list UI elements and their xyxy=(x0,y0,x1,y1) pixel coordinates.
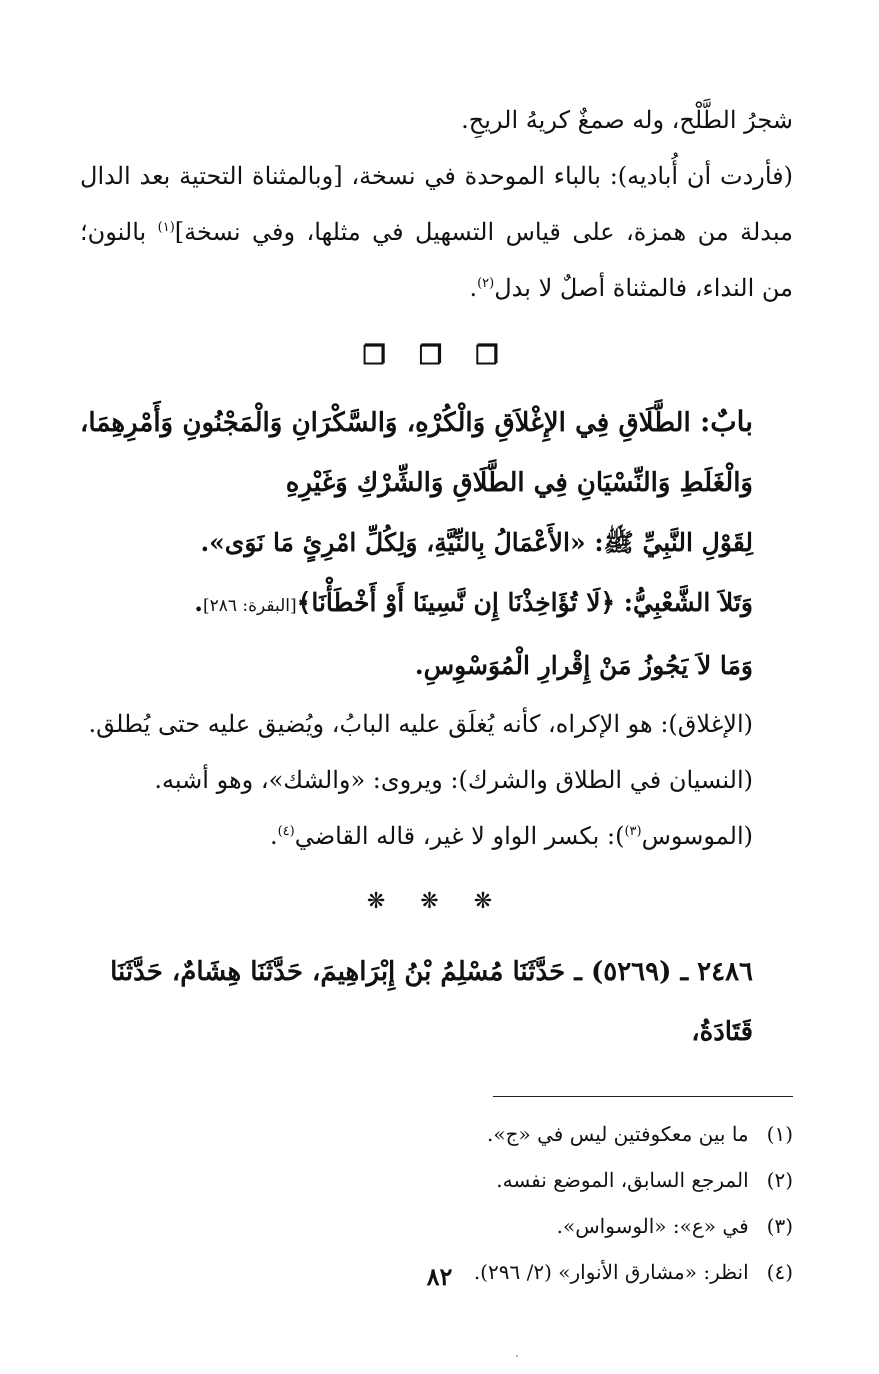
chapter-title: الطَّلَاقِ فِي الإِغْلاَقِ وَالْكُرْهِ، وَالسَّكْرَانِ وَالْمَجْنُونِ وَأَمْرِهِمَا، وَالْغَلَطِ وَالنِّسْيَانِ فِي الطَّلَاقِ وَالشِّرْكِ وَغَيْرِهِ xyxy=(80,408,753,498)
intro-paragraph-end: . xyxy=(469,274,478,302)
page-body xyxy=(80,92,793,1374)
footnote-text: انظر: «مشارق الأنوار» (٢/ ٢٩٦). xyxy=(473,1260,749,1284)
quran-line-end: . xyxy=(194,588,203,617)
commentary-muwaswis-prefix: (الموسوس xyxy=(641,822,753,850)
intro-paragraph-text: (فأردت أن أُباديه): بالباء الموحدة في نسخة، [وبالمثناة التحتية بعد الدال مبدلة من همزة، على قياس التسهيل في مثلها، وفي نسخة] xyxy=(80,162,794,246)
scan-speck xyxy=(516,1355,518,1357)
hadith-line xyxy=(80,942,793,1062)
quran-line-text: وَتَلاَ الشَّعْبِيُّ: ﴿لَا تُؤَاخِذْنَا إِن نَّسِينَا أَوْ أَخْطَأْنَا﴾ xyxy=(296,588,753,617)
footnote-text: المرجع السابق، الموضع نفسه. xyxy=(496,1168,749,1192)
footnote-number: (٢) xyxy=(766,1168,793,1192)
footnote-item xyxy=(80,1157,793,1203)
commentary-ighlaq xyxy=(80,696,793,752)
chapter-last-line xyxy=(80,636,793,696)
prophet-saying-line xyxy=(80,513,793,573)
intro-paragraph-tail: بالنون؛ من النداء، فالمثناة أصلٌ لا بدل xyxy=(80,218,793,302)
commentary-muwaswis-end: . xyxy=(269,822,278,850)
commentary-nisyan-text: (النسيان في الطلاق والشرك): ويروى: «والشك»، وهو أشبه. xyxy=(154,766,753,794)
footnote-item xyxy=(80,1203,793,1249)
commentary-ighlaq-text: (الإغلاق): هو الإكراه، كأنه يُغلَق عليه البابُ، ويُضيق عليه حتى يُطلق. xyxy=(88,710,753,738)
intro-paragraph xyxy=(80,148,793,316)
commentary-muwaswis-mid: ): بكسر الواو لا غير، قاله القاضي xyxy=(294,822,625,850)
footnote-number: (٤) xyxy=(766,1260,793,1284)
footnote-divider-wrap xyxy=(80,1062,793,1111)
chapter-label: بابٌ: xyxy=(699,405,753,438)
commentary-muwaswis xyxy=(80,808,793,864)
footnote-text: في «ع»: «الوسواس». xyxy=(556,1214,749,1238)
footnote-ref-2: (٢) xyxy=(477,276,495,291)
footnote-ref-3: (٣) xyxy=(624,824,642,839)
footnote-item xyxy=(80,1111,793,1157)
section-separator-stars: ❋ ❋ ❋ xyxy=(366,889,507,914)
section-separator-squares: ❐ ❐ ❐ xyxy=(362,341,511,371)
footnote-ref-4: (٤) xyxy=(277,824,295,839)
chapter-last-line-text: وَمَا لاَ يَجُوزُ مَنْ إِقْرارِ الْمُوَسْوِسِ. xyxy=(414,651,753,680)
prophet-saying-text: لِقَوْلِ النَّبِيِّ ﷺ: «الأَعْمَالُ بِالنِّيَّةِ، وَلِكُلِّ امْرِئٍ مَا نَوَى». xyxy=(200,528,753,557)
footnote-number: (٣) xyxy=(766,1214,793,1238)
footnote-divider xyxy=(493,1096,793,1097)
footnote-text: ما بين معكوفتين ليس في «ج». xyxy=(487,1122,749,1146)
quran-line xyxy=(80,573,793,636)
hadith-text: ٢٤٨٦ ـ (٥٢٦٩) ـ حَدَّثَنَا مُسْلِمُ بْنُ إِبْرَاهِيمَ، حَدَّثَنَا هِشَامٌ، حَدَّثَنَا قَتَادَةُ، xyxy=(110,957,753,1047)
intro-line xyxy=(80,92,793,148)
page-number: ٨٢ xyxy=(426,1262,453,1291)
commentary-nisyan xyxy=(80,752,793,808)
chapter-heading xyxy=(80,392,793,513)
footnote-ref-1: (١) xyxy=(157,220,175,235)
quran-reference: [البقرة: ٢٨٦] xyxy=(202,596,297,616)
footnote-number: (١) xyxy=(766,1122,793,1146)
intro-line-text: شجرُ الطَّلْح، وله صمغٌ كريهُ الريحِ. xyxy=(461,106,793,134)
